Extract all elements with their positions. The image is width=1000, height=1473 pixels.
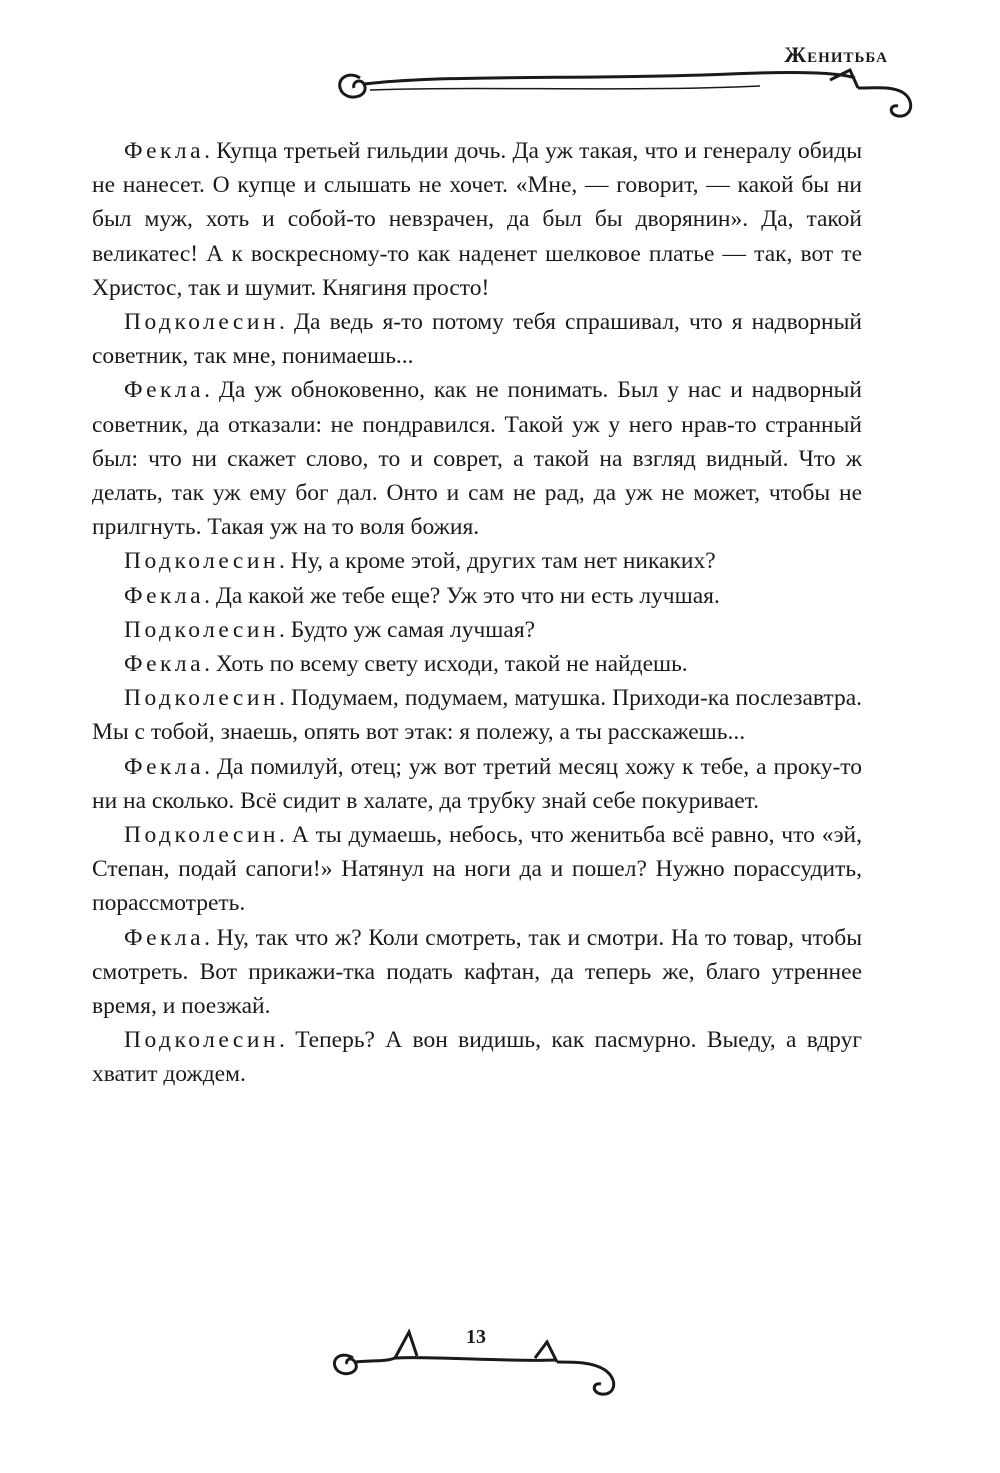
dialogue-paragraph: Подколесин. Ну, а кроме этой, других там нет никаких? bbox=[124, 548, 716, 575]
running-title: Женитьба bbox=[784, 42, 888, 67]
speaker-name: Фекла bbox=[124, 753, 205, 780]
speech-text: Ну, так что ж? Коли смотреть, так и смотри. На то товар, чтобы смотреть. Вот прикажи-тка подать кафтан, да теперь же, благо утреннее время, и поезжай. bbox=[92, 924, 863, 1020]
speaker-name: Фекла bbox=[124, 377, 205, 404]
dialogue-body bbox=[92, 134, 862, 1092]
speaker-name: Подколесин bbox=[124, 1027, 279, 1054]
speech-text: Да какой же тебе еще? Уж это что ни есть лучшая. bbox=[215, 582, 720, 609]
speaker-name: Подколесин bbox=[124, 616, 279, 643]
speech-text: Да ведь я-то потому тебя спрашивал, что я надворный советник, так мне, понимаешь... bbox=[92, 309, 862, 370]
dialogue-paragraph: Фекла. Да уж обноковенно, как не понимать. Был у нас и надворный советник, да отказали: не пондравился. Такой уж у него нрав-то странный был: что ни скажет слово, то и соврет, а такой на взгляд видный. Что ж делать, так уж ему бог дал. Онто и сам не рад, да уж не может, чтобы не прилгнуть. Такая уж на то воля божия. bbox=[92, 377, 863, 541]
dialogue-paragraph: Подколесин. А ты думаешь, небось, что женитьба всё равно, что «эй, Степан, подай сапоги!» Натянул на ноги да и пошел? Нужно порассудить, порассмотреть. bbox=[92, 822, 862, 917]
dialogue-paragraph: Фекла. Хоть по всему свету исходи, такой не найдешь. bbox=[124, 651, 688, 678]
speaker-name: Подколесин bbox=[124, 309, 279, 336]
speech-text: Хоть по всему свету исходи, такой не найдешь. bbox=[215, 651, 688, 678]
speech-text: Подумаем, подумаем, матушка. Приходи-ка послезавтра. Мы с тобой, знаешь, опять вот этак: я полежу, а ты расскажешь... bbox=[92, 685, 862, 746]
speaker-name: Фекла bbox=[124, 138, 205, 164]
dialogue-paragraph: Фекла. Да помилуй, отец; уж вот третий месяц хожу к тебе, а проку-то ни на сколько. Всё сидит в халате, да трубку знай себе покуривает. bbox=[92, 753, 862, 814]
dialogue-paragraph: Фекла. Да какой же тебе еще? Уж это что ни есть лучшая. bbox=[124, 582, 720, 609]
speaker-name: Фекла bbox=[124, 582, 205, 609]
dialogue-paragraph: Фекла. Ну, так что ж? Коли смотреть, так и смотри. На то товар, чтобы смотреть. Вот прикажи-тка подать кафтан, да теперь же, благо утреннее время, и поезжай. bbox=[92, 924, 863, 1020]
speech-text: Теперь? А вон видишь, как пасмурно. Выеду, а вдруг хватит дождем. bbox=[92, 1027, 862, 1088]
dialogue-paragraph: Подколесин. Да ведь я-то потому тебя спрашивал, что я надворный советник, так мне, понимаешь... bbox=[92, 309, 862, 370]
dialogue-paragraph: Подколесин. Подумаем, подумаем, матушка. Приходи-ка послезавтра. Мы с тобой, знаешь, опять вот этак: я полежу, а ты расскажешь... bbox=[92, 685, 862, 746]
dialogue-paragraph: Подколесин. Будто уж самая лучшая? bbox=[124, 616, 536, 643]
speech-text: Будто уж самая лучшая? bbox=[290, 616, 536, 643]
speaker-name: Фекла bbox=[124, 651, 205, 678]
speech-text: Ну, а кроме этой, других там нет никаких? bbox=[290, 548, 716, 575]
dialogue-paragraph: Фекла. Купца третьей гильдии дочь. Да уж такая, что и генералу обиды не нанесет. О купце и слышать не хочет. «Мне, — говорит, — какой бы ни был муж, хоть и собой-то невзрачен, да был бы дворянин». Да, такой великатес! А к воскресному-то как наденет шелковое платье — так, вот те Христос, так и шумит. Княгиня просто! bbox=[92, 138, 863, 301]
speaker-name: Фекла bbox=[124, 924, 205, 951]
speaker-name: Подколесин bbox=[124, 685, 279, 712]
speaker-name: Подколесин bbox=[124, 822, 279, 849]
speech-text: Да уж обноковенно, как не понимать. Был у нас и надворный советник, да отказали: не пондравился. Такой уж у него нрав-то странный был: что ни скажет слово, то и соврет, а такой на взгляд видный. Что ж делать, так уж ему бог дал. Онто и сам не рад, да уж не может, чтобы не прилгнуть. Такая уж на то воля божия. bbox=[92, 377, 863, 541]
dialogue-paragraph: Подколесин. Теперь? А вон видишь, как пасмурно. Выеду, а вдруг хватит дождем. bbox=[92, 1027, 862, 1088]
speech-text: Купца третьей гильдии дочь. Да уж такая, что и генералу обиды не нанесет. О купце и слышать не хочет. «Мне, — говорит, — какой бы ни был муж, хоть и собой-то невзрачен, да был бы дворянин». Да, такой великатес! А к воскресному-то как наденет шелковое платье — так, вот те Христос, так и шумит. Княгиня просто! bbox=[92, 138, 863, 301]
speech-text: А ты думаешь, небось, что женитьба всё равно, что «эй, Степан, подай сапоги!» Натянул на ноги да и пошел? Нужно порассудить, порассмотреть. bbox=[92, 822, 862, 917]
speaker-name: Подколесин bbox=[124, 548, 279, 575]
speech-text: Да помилуй, отец; уж вот третий месяц хожу к тебе, а проку-то ни на сколько. Всё сидит в халате, да трубку знай себе покуривает. bbox=[92, 753, 862, 814]
page-number: 13 bbox=[466, 1326, 486, 1348]
